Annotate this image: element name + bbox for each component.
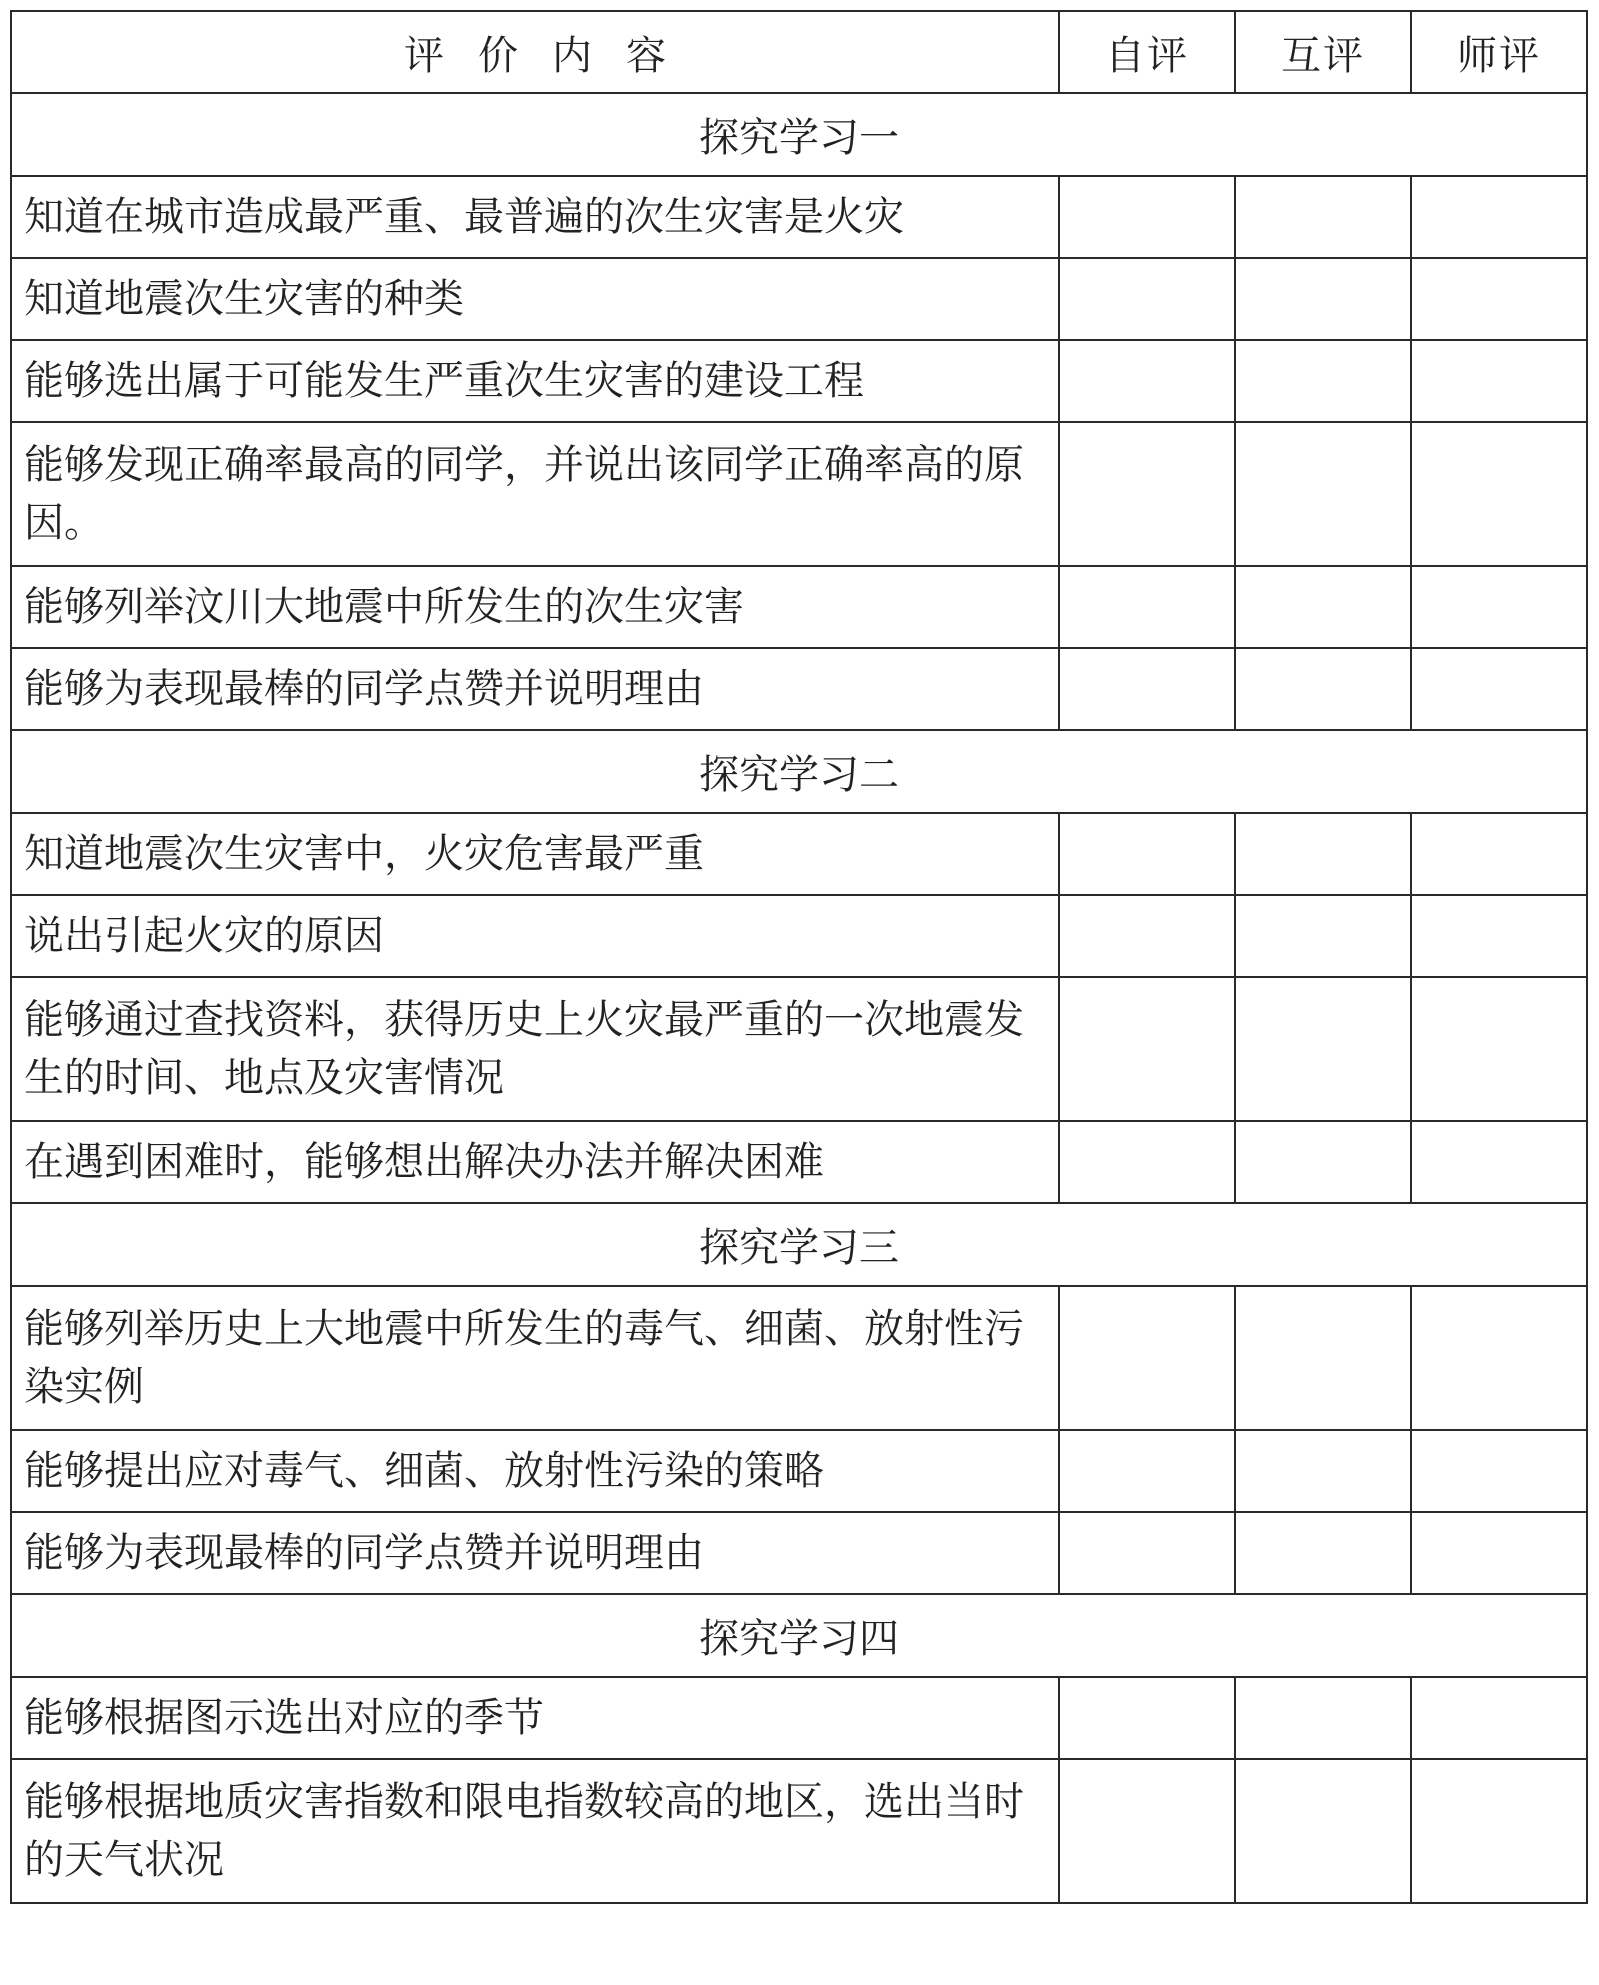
section-title: 探究学习四	[11, 1594, 1587, 1677]
header-teacher-eval: 师评	[1411, 11, 1587, 93]
criterion-text: 能够提出应对毒气、细菌、放射性污染的策略	[11, 1430, 1059, 1512]
criterion-text: 知道地震次生灾害的种类	[11, 258, 1059, 340]
self-eval-cell[interactable]	[1059, 813, 1235, 895]
peer-eval-cell[interactable]	[1235, 340, 1411, 422]
self-eval-cell[interactable]	[1059, 1286, 1235, 1430]
peer-eval-cell[interactable]	[1235, 566, 1411, 648]
section-row	[11, 93, 1587, 176]
peer-eval-cell[interactable]	[1235, 1286, 1411, 1430]
teacher-eval-cell[interactable]	[1411, 258, 1587, 340]
peer-eval-cell[interactable]	[1235, 1430, 1411, 1512]
header-peer-eval: 互评	[1235, 11, 1411, 93]
self-eval-cell[interactable]	[1059, 1677, 1235, 1759]
self-eval-cell[interactable]	[1059, 340, 1235, 422]
teacher-eval-cell[interactable]	[1411, 340, 1587, 422]
self-eval-cell[interactable]	[1059, 1512, 1235, 1594]
teacher-eval-cell[interactable]	[1411, 1286, 1587, 1430]
table-row	[11, 895, 1587, 977]
section-row	[11, 1203, 1587, 1286]
table-row	[11, 1286, 1587, 1430]
criterion-text: 能够通过查找资料，获得历史上火灾最严重的一次地震发生的时间、地点及灾害情况	[11, 977, 1059, 1121]
section-row	[11, 1594, 1587, 1677]
criterion-text: 知道地震次生灾害中，火灾危害最严重	[11, 813, 1059, 895]
self-eval-cell[interactable]	[1059, 895, 1235, 977]
section-title: 探究学习三	[11, 1203, 1587, 1286]
criterion-text: 能够根据图示选出对应的季节	[11, 1677, 1059, 1759]
self-eval-cell[interactable]	[1059, 977, 1235, 1121]
criterion-text: 能够为表现最棒的同学点赞并说明理由	[11, 1512, 1059, 1594]
table-row	[11, 1677, 1587, 1759]
teacher-eval-cell[interactable]	[1411, 648, 1587, 730]
criterion-text: 在遇到困难时，能够想出解决办法并解决困难	[11, 1121, 1059, 1203]
teacher-eval-cell[interactable]	[1411, 422, 1587, 566]
self-eval-cell[interactable]	[1059, 1430, 1235, 1512]
table-row	[11, 422, 1587, 566]
teacher-eval-cell[interactable]	[1411, 1677, 1587, 1759]
teacher-eval-cell[interactable]	[1411, 895, 1587, 977]
teacher-eval-cell[interactable]	[1411, 813, 1587, 895]
table-row	[11, 258, 1587, 340]
teacher-eval-cell[interactable]	[1411, 1430, 1587, 1512]
peer-eval-cell[interactable]	[1235, 176, 1411, 258]
teacher-eval-cell[interactable]	[1411, 176, 1587, 258]
table-row	[11, 1121, 1587, 1203]
criterion-text: 能够列举历史上大地震中所发生的毒气、细菌、放射性污染实例	[11, 1286, 1059, 1430]
table-row	[11, 977, 1587, 1121]
evaluation-table	[10, 10, 1588, 1904]
header-content: 评价内容	[11, 11, 1059, 93]
criterion-text: 说出引起火灾的原因	[11, 895, 1059, 977]
table-row	[11, 1512, 1587, 1594]
criterion-text: 能够列举汶川大地震中所发生的次生灾害	[11, 566, 1059, 648]
header-row	[11, 11, 1587, 93]
table-row	[11, 340, 1587, 422]
peer-eval-cell[interactable]	[1235, 813, 1411, 895]
peer-eval-cell[interactable]	[1235, 422, 1411, 566]
self-eval-cell[interactable]	[1059, 422, 1235, 566]
peer-eval-cell[interactable]	[1235, 648, 1411, 730]
section-title: 探究学习二	[11, 730, 1587, 813]
criterion-text: 能够选出属于可能发生严重次生灾害的建设工程	[11, 340, 1059, 422]
peer-eval-cell[interactable]	[1235, 1759, 1411, 1903]
section-row	[11, 730, 1587, 813]
table-row	[11, 176, 1587, 258]
table-row	[11, 813, 1587, 895]
peer-eval-cell[interactable]	[1235, 1512, 1411, 1594]
self-eval-cell[interactable]	[1059, 1121, 1235, 1203]
self-eval-cell[interactable]	[1059, 1759, 1235, 1903]
peer-eval-cell[interactable]	[1235, 1121, 1411, 1203]
teacher-eval-cell[interactable]	[1411, 566, 1587, 648]
peer-eval-cell[interactable]	[1235, 895, 1411, 977]
criterion-text: 能够发现正确率最高的同学，并说出该同学正确率高的原因。	[11, 422, 1059, 566]
self-eval-cell[interactable]	[1059, 566, 1235, 648]
peer-eval-cell[interactable]	[1235, 258, 1411, 340]
self-eval-cell[interactable]	[1059, 258, 1235, 340]
criterion-text: 能够根据地质灾害指数和限电指数较高的地区，选出当时的天气状况	[11, 1759, 1059, 1903]
peer-eval-cell[interactable]	[1235, 977, 1411, 1121]
criterion-text: 知道在城市造成最严重、最普遍的次生灾害是火灾	[11, 176, 1059, 258]
header-self-eval: 自评	[1059, 11, 1235, 93]
table-row	[11, 566, 1587, 648]
teacher-eval-cell[interactable]	[1411, 1121, 1587, 1203]
teacher-eval-cell[interactable]	[1411, 977, 1587, 1121]
table-row	[11, 1430, 1587, 1512]
teacher-eval-cell[interactable]	[1411, 1512, 1587, 1594]
peer-eval-cell[interactable]	[1235, 1677, 1411, 1759]
table-row	[11, 648, 1587, 730]
self-eval-cell[interactable]	[1059, 648, 1235, 730]
table-row	[11, 1759, 1587, 1903]
self-eval-cell[interactable]	[1059, 176, 1235, 258]
criterion-text: 能够为表现最棒的同学点赞并说明理由	[11, 648, 1059, 730]
section-title: 探究学习一	[11, 93, 1587, 176]
teacher-eval-cell[interactable]	[1411, 1759, 1587, 1903]
